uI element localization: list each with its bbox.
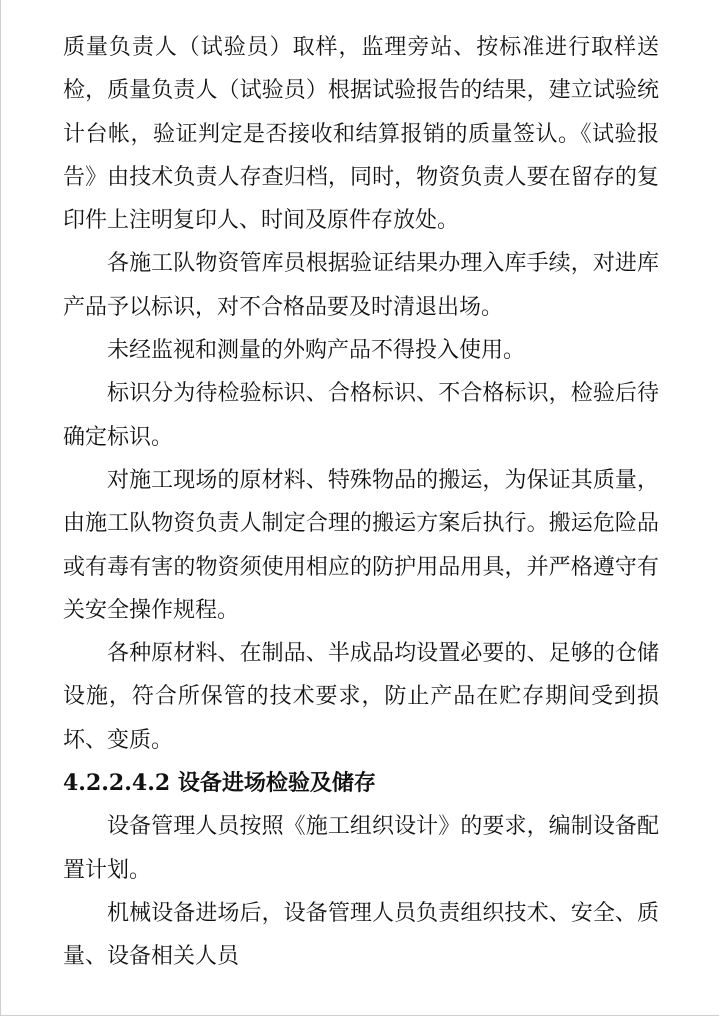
paragraph-unmeasured-products: 未经监视和测量的外购产品不得投入使用。 (107, 338, 526, 364)
paragraph-sampling-inspection: 质量负责人（试验员）取样，监理旁站、按标准进行取样送检，质量负责人（试验员）根据试验报告的结果，建立试验统计台帐，验证判定是否接收和结算报销的质量签认。《试验报告》由技术负责人存查归档，同时，物资负责人要在留存的复印件上注明复印人、时间及原件存放处。 (63, 35, 659, 234)
section-heading: 4.2.2.4.2 设备进场检验及储存 (63, 770, 376, 797)
paragraph-identification-types: 标识分为待检验标识、合格标识、不合格标识，检验后待确定标识。 (63, 381, 659, 450)
paragraph-equipment-arrival: 机械设备进场后，设备管理人员负责组织技术、安全、质量、设备相关人员 (63, 900, 659, 970)
paragraph-material-handling: 对施工现场的原材料、特殊物品的搬运，为保证其质量，由施工队物资负责人制定合理的搬运方案后执行。搬运危险品或有毒有害的物资须使用相应的防护用品用具，并严格遵守有关安全操作规程。 (63, 467, 659, 623)
paragraph-warehouse-entry: 各施工队物资管库员根据验证结果办理入库手续，对进库产品予以标识，对不合格品要及时清退出场。 (63, 251, 659, 320)
paragraph-equipment-plan: 设备管理人员按照《施工组织设计》的要求，编制设备配置计划。 (63, 814, 659, 883)
document-body (63, 26, 659, 979)
paragraph-storage-facilities: 各种原材料、在制品、半成品均设置必要的、足够的仓储设施，符合所保管的技术要求，防止产品在贮存期间受到损坏、变质。 (63, 641, 659, 753)
